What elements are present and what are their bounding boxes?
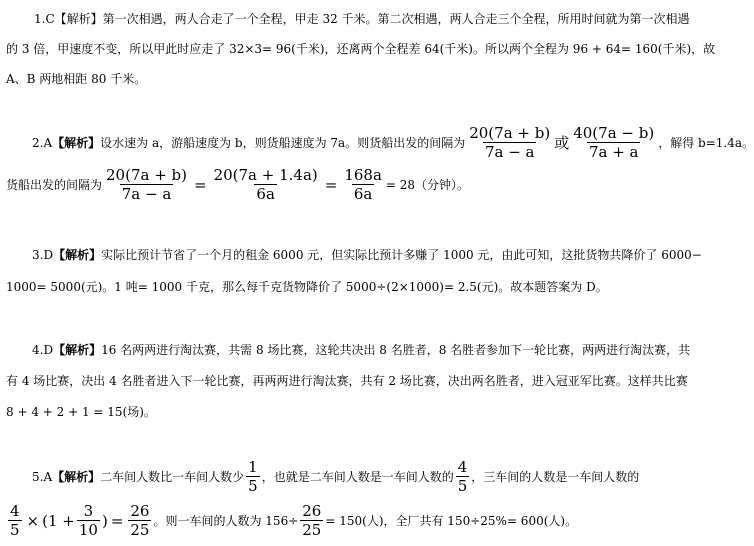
q1-line-1: 1.C【解析】第一次相遇，两人合走了一个全程，甲走 32 千米。第二次相遇，两人合走三个全程，所用时间就为第一次相遇 bbox=[34, 12, 690, 26]
q2-analysis-tag: 【解析】 bbox=[52, 136, 101, 150]
q2-equals-1: = bbox=[194, 175, 207, 194]
q5-fraction-4-denominator: 10 bbox=[78, 521, 98, 539]
q4-line-1-text: 16 名两两进行淘汰赛，共需 8 场比赛，这轮共决出 8 名胜者，8 名胜者参加下一轮比赛，两两进行淘汰赛，共 bbox=[101, 343, 691, 357]
q1-line-3: A、B 两地相距 80 千米。 bbox=[6, 72, 147, 86]
q2-fraction-1 bbox=[467, 124, 552, 161]
q5-text-d: 。则一车间的人数为 156÷ bbox=[153, 514, 299, 528]
q3-line-1-text: 实际比预计节省了一个月的租金 6000 元，但实际比预计多赚了 1000 元，由此可知，这批货物共降价了 6000− bbox=[101, 248, 702, 262]
q2-fraction-2-denominator: 7a + a bbox=[588, 143, 639, 161]
q5-fraction-6-numerator: 26 bbox=[302, 502, 322, 520]
q2-line-2 bbox=[6, 166, 469, 203]
q2-fraction-1-denominator: 7a − a bbox=[484, 143, 535, 161]
q5-fraction-1 bbox=[246, 458, 260, 495]
q5-analysis-tag: 【解析】 bbox=[52, 470, 101, 484]
q5-paren-close: ) bbox=[101, 511, 108, 530]
q3-line-2: 1000= 5000(元)。1 吨= 1000 千克，那么每千克货物降价了 5000÷(2×1000)= 2.5(元)。故本题答案为 D。 bbox=[6, 280, 608, 294]
q5-paren-open: (1 + bbox=[42, 511, 75, 530]
q2-fraction-1-numerator: 20(7a + b) bbox=[469, 124, 551, 142]
q5-text-b: ，也就是二车间人数是一车间人数的 bbox=[261, 470, 454, 484]
q2-fraction-4-denominator: 6a bbox=[256, 185, 275, 203]
q5-fraction-3-denominator: 5 bbox=[10, 521, 20, 539]
q2-number: 2.A bbox=[32, 135, 53, 150]
q1-line-2: 的 3 倍，甲速度不变，所以甲此时应走了 32×3= 96(千米)，还离两个全程差 64(千米)。所以两个全程为 96 + 64= 160(千米)，故 bbox=[6, 42, 716, 56]
q2-or: 或 bbox=[554, 134, 570, 152]
q5-times: × bbox=[26, 511, 40, 530]
q4-line-3: 8 + 4 + 2 + 1 = 15(场)。 bbox=[6, 405, 156, 419]
q2-fraction-4-numerator: 20(7a + 1.4a) bbox=[213, 166, 318, 184]
q5-text-e: = 150(人)，全厂共有 150÷25%= 600(人)。 bbox=[325, 514, 578, 528]
q4-number: 4.D bbox=[32, 343, 54, 357]
q5-fraction-2 bbox=[456, 458, 470, 495]
q5-fraction-1-numerator: 1 bbox=[248, 458, 258, 476]
q5-text-a: 二车间人数比一车间人数少 bbox=[100, 470, 245, 484]
q2-fraction-5-denominator: 6a bbox=[353, 185, 373, 203]
q5-fraction-2-denominator: 5 bbox=[457, 477, 468, 495]
q2-text-a: 设水速为 a，游船速度为 b，则货船速度为 7a。则货船出发的间隔为 bbox=[100, 136, 466, 150]
q4-line-1 bbox=[32, 343, 690, 357]
q5-equals: = bbox=[110, 511, 124, 530]
q2-fraction-5 bbox=[342, 166, 384, 203]
q5-fraction-3-numerator: 4 bbox=[10, 502, 20, 520]
q5-fraction-4-numerator: 3 bbox=[83, 502, 94, 520]
q5-text-c: ，三车间的人数是一车间人数的 bbox=[471, 470, 640, 484]
q2-fraction-3 bbox=[104, 166, 189, 203]
q3-analysis-tag: 【解析】 bbox=[53, 248, 102, 262]
q5-number: 5.A bbox=[32, 469, 53, 484]
q4-line-2: 有 4 场比赛，决出 4 名胜者进入下一轮比赛，再两两进行淘汰赛，共有 2 场比赛，决出两名胜者，进入冠亚军比赛。这样共比赛 bbox=[6, 374, 688, 388]
q2-fraction-5-numerator: 168a bbox=[344, 166, 382, 184]
q5-line-1 bbox=[32, 458, 639, 495]
q5-fraction-5-numerator: 26 bbox=[130, 502, 150, 520]
q5-fraction-4 bbox=[77, 502, 100, 539]
q2-line-1 bbox=[32, 124, 754, 161]
q5-fraction-3 bbox=[8, 502, 22, 539]
q2-text-b: ，解得 b=1.4a。 bbox=[658, 136, 754, 150]
q2-fraction-4 bbox=[212, 166, 320, 203]
q2-fraction-2 bbox=[571, 124, 656, 161]
q5-fraction-6 bbox=[300, 502, 323, 539]
q5-fraction-2-numerator: 4 bbox=[457, 458, 468, 476]
q2-equals-2: = bbox=[324, 175, 338, 194]
q2-fraction-3-numerator: 20(7a + b) bbox=[106, 166, 187, 184]
q5-fraction-6-denominator: 25 bbox=[302, 521, 322, 539]
q4-analysis-tag: 【解析】 bbox=[53, 343, 102, 357]
q3-number: 3.D bbox=[32, 248, 54, 262]
q2-text-d: = 28（分钟）。 bbox=[385, 178, 470, 192]
q3-line-1 bbox=[32, 248, 702, 262]
q5-fraction-5-denominator: 25 bbox=[130, 521, 150, 539]
q5-fraction-1-denominator: 5 bbox=[248, 477, 258, 495]
q2-fraction-3-denominator: 7a − a bbox=[121, 185, 172, 203]
q2-text-c: 货船出发的间隔为 bbox=[6, 178, 103, 192]
q2-fraction-2-numerator: 40(7a − b) bbox=[573, 124, 655, 142]
q5-fraction-5 bbox=[128, 502, 151, 539]
q5-line-2 bbox=[6, 502, 577, 539]
